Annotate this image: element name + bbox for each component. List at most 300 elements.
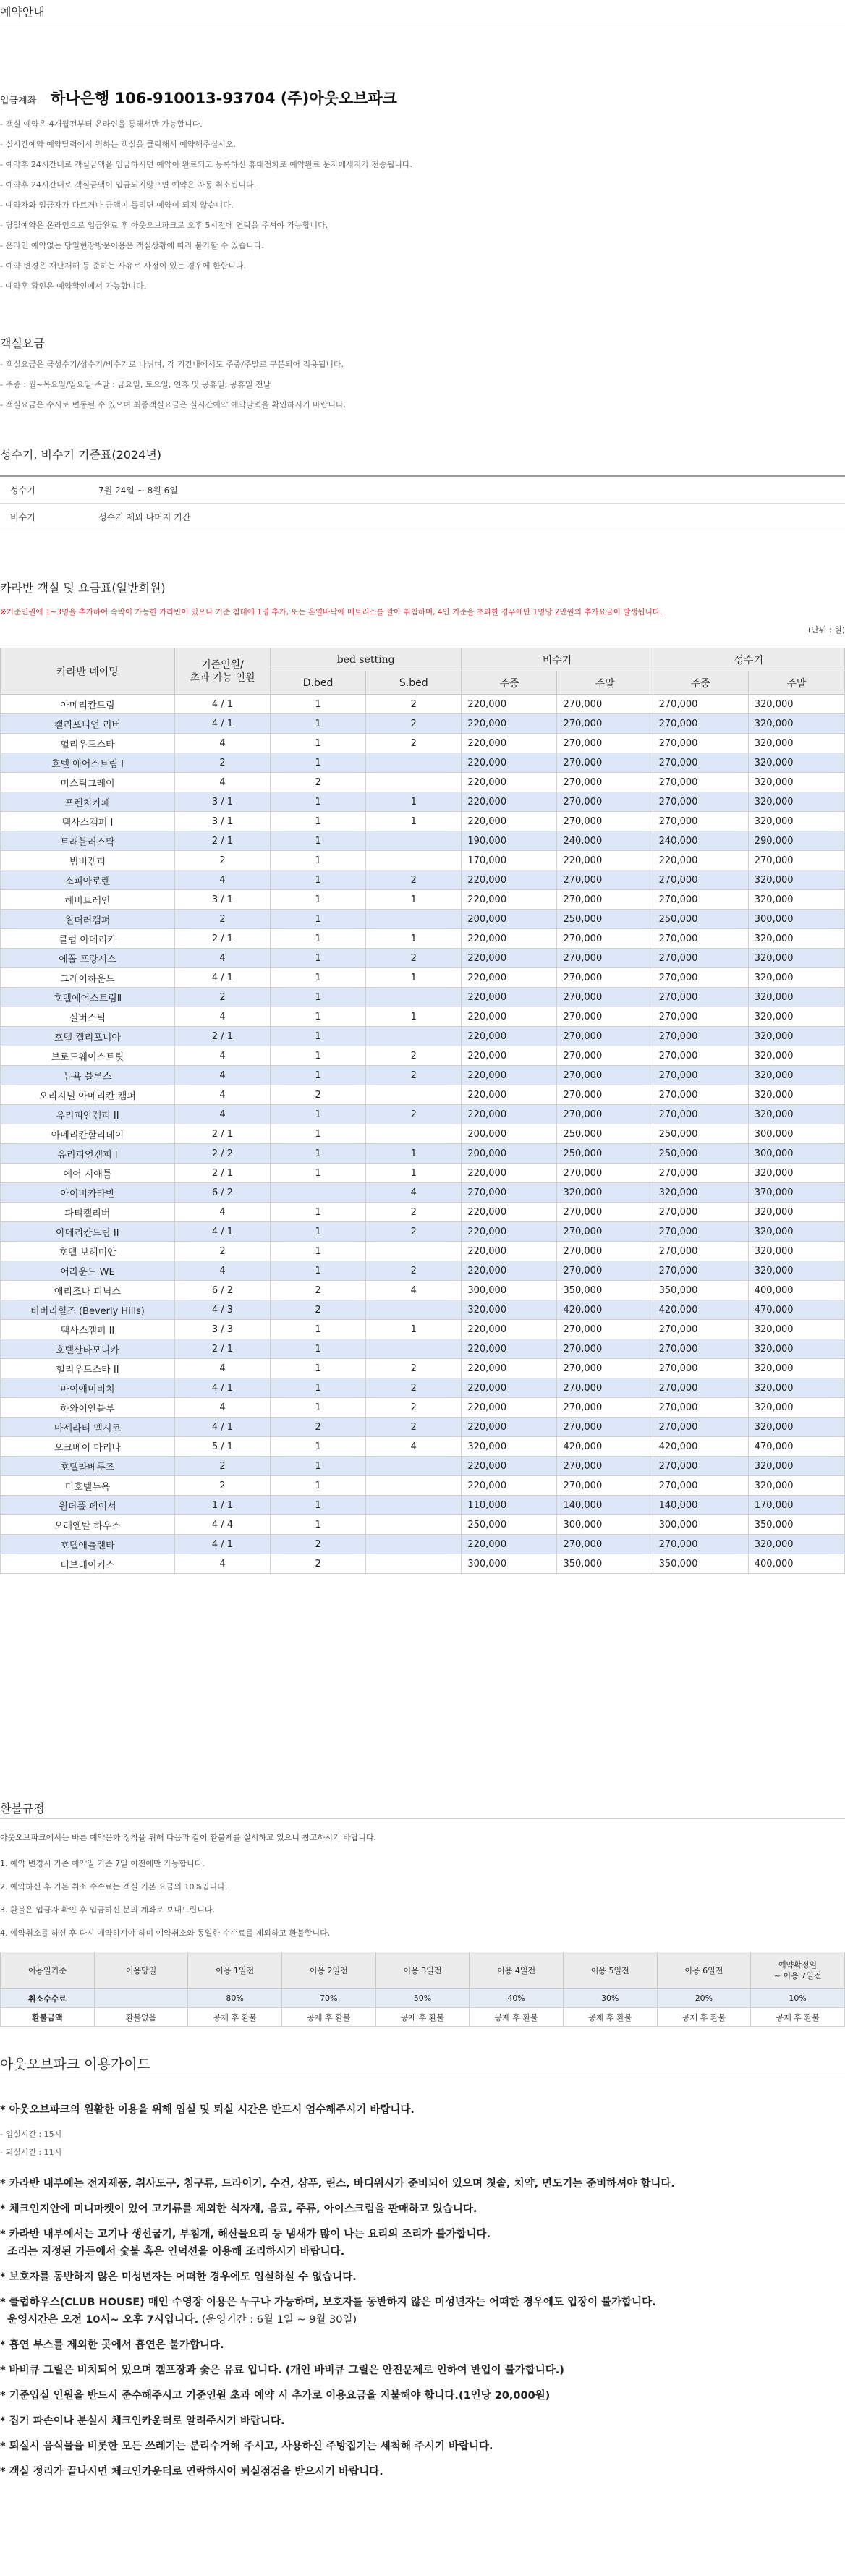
off-weekend-price: 270,000 [557,1046,653,1066]
room-name: 원더러캠퍼 [1,910,175,929]
season-label: 비수기 [0,504,98,530]
season-title: 성수기, 비수기 기준표(2024년) [0,448,162,462]
sbed-count: 2 [366,734,462,753]
dbed-count: 1 [271,1124,366,1144]
sbed-count: 4 [366,1281,462,1300]
guide-item-note: (운영기간 : 6월 1일 ~ 9월 30일) [198,2314,357,2326]
table-row [1,851,845,870]
guide-items [0,2176,675,2480]
room-name: 호텔애틀랜타 [1,1535,175,1554]
room-name: 유리피언캠퍼 I [1,1144,175,1164]
dbed-count: 1 [271,1378,366,1398]
guide-item [0,2464,675,2480]
off-weekend-price: 270,000 [557,1066,653,1085]
off-weekday-price: 220,000 [462,753,557,773]
guide-item [0,2363,675,2378]
peak-weekday-price: 270,000 [653,1320,748,1339]
table-row [1,1320,845,1339]
table-row [1,1183,845,1203]
refund-note: 1. 예약 변경시 기존 예약일 기준 7일 이전에만 가능합니다. [0,1859,205,1868]
sbed-count: 1 [366,1320,462,1339]
dbed-count: 1 [271,695,366,714]
guide-item [0,2244,675,2260]
refund-note: 3. 환불은 입금자 확인 후 입금하신 분의 계좌로 보내드립니다. [0,1905,215,1915]
room-name: 어라운드 WE [1,1261,175,1281]
peak-weekday-price: 350,000 [653,1281,748,1300]
off-weekend-price: 270,000 [557,1007,653,1027]
capacity: 4 [174,1203,270,1222]
peak-weekday-price: 270,000 [653,929,748,949]
room-name: 캘리포니언 리버 [1,714,175,734]
peak-weekday-price: 270,000 [653,734,748,753]
peak-weekend-price: 320,000 [748,890,844,910]
guide-item [0,2312,675,2328]
sbed-count [366,1300,462,1320]
table-row [1,968,845,988]
off-weekend-price: 270,000 [557,753,653,773]
refund-cell: 30% [563,1989,657,2008]
capacity: 2 / 1 [174,1027,270,1046]
peak-weekend-price: 320,000 [748,695,844,714]
guide-item-text: * 바비큐 그릴은 비치되어 있으며 캠프장과 숯은 유료 입니다. (개인 바비큐 그릴은 안전문제로 인하여 반입이 불가합니다.) [0,2365,564,2376]
off-weekday-price: 220,000 [462,968,557,988]
off-weekday-price: 250,000 [462,1515,557,1535]
reservation-title: 예약안내 [0,5,45,19]
guide-item [0,2176,675,2192]
guide-item-text: * 퇴실시 음식물을 비롯한 모든 쓰레기는 분리수거해 주시고, 사용하신 주방집기는 세척해 주시기 바랍니다. [0,2441,493,2452]
guide-title: 아웃오브파크 이용가이드 [0,2056,150,2072]
dbed-count: 1 [271,988,366,1007]
peak-weekday-price: 270,000 [653,1535,748,1554]
rooms-table [0,648,845,1574]
off-weekend-price: 270,000 [557,1164,653,1183]
guide-item [0,2439,675,2454]
capacity: 4 / 1 [174,968,270,988]
sbed-count [366,851,462,870]
dbed-count: 1 [271,890,366,910]
sbed-count [366,988,462,1007]
peak-weekday-price: 270,000 [653,1418,748,1437]
off-weekend-price: 270,000 [557,1535,653,1554]
reservation-note: - 예약후 24시간내로 객실금액을 입금하시면 예약이 완료되고 등록하신 휴대전화로 예약완료 문자메세지가 전송됩니다. [0,160,412,169]
sbed-count: 2 [366,714,462,734]
off-weekend-price: 270,000 [557,1339,653,1359]
table-row [1,1378,845,1398]
guide-item-text: 운영시간은 오전 10시~ 오후 7시입니다. [0,2314,199,2326]
header-peak-weekday: 주중 [653,671,748,695]
season-row [0,476,845,504]
capacity: 4 [174,1046,270,1066]
divider [0,1818,845,1819]
off-weekday-price: 220,000 [462,714,557,734]
room-name: 빔비캠퍼 [1,851,175,870]
off-weekday-price: 220,000 [462,949,557,968]
room-name: 아메리칸할리데이 [1,1124,175,1144]
off-weekend-price: 270,000 [557,695,653,714]
off-weekday-price: 220,000 [462,1359,557,1378]
peak-weekend-price: 320,000 [748,1476,844,1496]
off-weekday-price: 220,000 [462,1398,557,1418]
dbed-count: 1 [271,1046,366,1066]
refund-header: 이용 5일전 [563,1952,657,1989]
peak-weekend-price: 320,000 [748,1359,844,1378]
off-weekday-price: 220,000 [462,1046,557,1066]
peak-weekend-price: 370,000 [748,1183,844,1203]
guide-item-text: * 보호자를 동반하지 않은 미성년자는 어떠한 경우에도 입실하실 수 없습니다. [0,2271,357,2283]
room-name: 파티캘리버 [1,1203,175,1222]
capacity: 3 / 1 [174,812,270,831]
peak-weekend-price: 320,000 [748,1261,844,1281]
off-weekend-price: 270,000 [557,890,653,910]
capacity: 4 [174,1066,270,1085]
room-name: 마세라티 멕시코 [1,1418,175,1437]
capacity: 6 / 2 [174,1281,270,1300]
peak-weekday-price: 270,000 [653,1007,748,1027]
table-row [1,870,845,890]
table-row [1,1418,845,1437]
off-weekday-price: 220,000 [462,1007,557,1027]
header-peak-season: 성수기 [653,648,844,671]
off-weekday-price: 320,000 [462,1300,557,1320]
capacity: 4 [174,1554,270,1574]
season-table [0,475,845,530]
off-weekday-price: 220,000 [462,1261,557,1281]
peak-weekend-price: 300,000 [748,1124,844,1144]
dbed-count: 1 [271,1105,366,1124]
table-row [1,1359,845,1378]
peak-weekday-price: 270,000 [653,1339,748,1359]
table-row [1,753,845,773]
table-row [1,1046,845,1066]
table-row [1,910,845,929]
off-weekday-price: 220,000 [462,1066,557,1085]
capacity: 4 [174,1105,270,1124]
dbed-count: 1 [271,1320,366,1339]
bank-label: 입금계좌 [0,96,37,106]
sbed-count: 2 [366,1046,462,1066]
room-name: 실버스틱 [1,1007,175,1027]
sbed-count: 2 [366,870,462,890]
season-row [0,504,845,530]
dbed-count: 1 [271,734,366,753]
guide-item-text: * 클럽하우스(CLUB HOUSE) 매인 수영장 이용은 누구나 가능하며, 보호자를 동반하지 않은 미성년자는 어떠한 경우에도 입장이 불가합니다. [0,2297,656,2308]
sbed-count [366,1339,462,1359]
peak-weekend-price: 320,000 [748,734,844,753]
peak-weekend-price: 320,000 [748,753,844,773]
season-label: 성수기 [0,476,98,504]
sbed-count: 1 [366,1144,462,1164]
dbed-count: 1 [271,1242,366,1261]
table-row [1,1085,845,1105]
refund-cell: 70% [281,1989,375,2008]
peak-weekend-price: 320,000 [748,1320,844,1339]
off-weekday-price: 220,000 [462,929,557,949]
refund-cell: 공제 후 환불 [657,2008,751,2027]
header-peak-weekend: 주말 [748,671,844,695]
room-name: 호텔 에어스트림 I [1,753,175,773]
sbed-count [366,1515,462,1535]
peak-weekend-price: 470,000 [748,1300,844,1320]
off-weekday-price: 220,000 [462,1418,557,1437]
dbed-count: 1 [271,1398,366,1418]
dbed-count: 1 [271,1515,366,1535]
off-weekday-price: 220,000 [462,734,557,753]
room-name: 아메리칸드림 [1,695,175,714]
dbed-count: 1 [271,949,366,968]
guide-item-text: 조리는 지정된 가든에서 숯불 혹은 인덕션을 이용해 조리하시기 바랍니다. [0,2246,345,2258]
off-weekday-price: 220,000 [462,773,557,792]
peak-weekday-price: 270,000 [653,753,748,773]
room-name: 오리지널 아메리칸 캠퍼 [1,1085,175,1105]
room-name: 유리피안캠퍼 II [1,1105,175,1124]
refund-header: 이용 4일전 [470,1952,564,1989]
dbed-count: 1 [271,812,366,831]
off-weekday-price: 200,000 [462,1144,557,1164]
peak-weekend-price: 320,000 [748,1066,844,1085]
guide-item [0,2269,675,2285]
dbed-count: 1 [271,1437,366,1457]
off-weekend-price: 420,000 [557,1437,653,1457]
refund-row-label: 취소수수료 [1,1989,95,2008]
peak-weekend-price: 320,000 [748,1457,844,1476]
table-row [1,1144,845,1164]
capacity: 2 / 1 [174,1339,270,1359]
dbed-count: 1 [271,1496,366,1515]
peak-weekend-price: 320,000 [748,1164,844,1183]
room-name: 호텔 캘리포니아 [1,1027,175,1046]
peak-weekday-price: 250,000 [653,1144,748,1164]
capacity: 2 [174,753,270,773]
peak-weekday-price: 420,000 [653,1300,748,1320]
refund-cell: 공제 후 환불 [281,2008,375,2027]
bank-account-value: 하나은행 106-910013-93704 (주)아웃오브파크 [51,90,397,107]
peak-weekday-price: 270,000 [653,1105,748,1124]
capacity: 3 / 1 [174,792,270,812]
sbed-count: 1 [366,929,462,949]
off-weekday-price: 220,000 [462,870,557,890]
off-weekend-price: 270,000 [557,714,653,734]
refund-cell: 80% [188,1989,282,2008]
capacity: 1 / 1 [174,1496,270,1515]
peak-weekday-price: 270,000 [653,1046,748,1066]
guide-item-text: * 체크인지안에 미니마켓이 있어 고기류를 제외한 식자재, 음료, 주류, 아이스크림을 판매하고 있습니다. [0,2203,477,2215]
sbed-count [366,753,462,773]
off-weekday-price: 220,000 [462,1027,557,1046]
room-name: 헤비트레인 [1,890,175,910]
sbed-count: 2 [366,1418,462,1437]
peak-weekday-price: 270,000 [653,1164,748,1183]
sbed-count [366,773,462,792]
refund-cell: 환불없음 [94,2008,188,2027]
reservation-note: - 객실 예약은 4개월전부터 온라인을 통해서만 가능합니다. [0,119,203,129]
off-weekday-price: 220,000 [462,1105,557,1124]
room-name: 호텔에어스트림Ⅱ [1,988,175,1007]
peak-weekday-price: 270,000 [653,1027,748,1046]
room-name: 더호텔뉴욕 [1,1476,175,1496]
capacity: 4 / 1 [174,695,270,714]
room-name: 호텔 보헤미안 [1,1242,175,1261]
refund-header: 이용 6일전 [657,1952,751,1989]
off-weekend-price: 350,000 [557,1281,653,1300]
table-row [1,1535,845,1554]
refund-cell: 20% [657,1989,751,2008]
capacity: 4 / 1 [174,1378,270,1398]
sbed-count: 1 [366,968,462,988]
sbed-count [366,1476,462,1496]
peak-weekday-price: 240,000 [653,831,748,851]
header-sbed: S.bed [366,671,462,695]
header-bed-setting: bed setting [271,648,462,671]
capacity: 4 / 1 [174,1535,270,1554]
off-weekend-price: 300,000 [557,1515,653,1535]
refund-cell: 50% [375,1989,470,2008]
peak-weekday-price: 270,000 [653,812,748,831]
off-weekday-price: 170,000 [462,851,557,870]
off-weekend-price: 270,000 [557,1378,653,1398]
table-row [1,1203,845,1222]
peak-weekday-price: 270,000 [653,773,748,792]
peak-weekend-price: 320,000 [748,1105,844,1124]
guide-item [0,2295,675,2310]
dbed-count: 1 [271,1007,366,1027]
sbed-count [366,1554,462,1574]
guide-line-checkin-notice: * 아웃오브파크의 원활한 이용을 위해 입실 및 퇴실 시간은 반드시 엄수해주시기 바랍니다. [0,2104,415,2116]
peak-weekday-price: 270,000 [653,1359,748,1378]
capacity: 3 / 1 [174,890,270,910]
off-weekend-price: 270,000 [557,988,653,1007]
checkin-time: - 입실시간 : 15시 [0,2130,62,2139]
table-row [1,714,845,734]
dbed-count: 1 [271,1203,366,1222]
off-weekend-price: 270,000 [557,1222,653,1242]
sbed-count: 1 [366,792,462,812]
room-name: 에꼴 프랑시스 [1,949,175,968]
off-weekday-price: 300,000 [462,1554,557,1574]
peak-weekend-price: 320,000 [748,1222,844,1242]
guide-item [0,2201,675,2217]
room-name: 애리조나 피닉스 [1,1281,175,1300]
peak-weekday-price: 270,000 [653,870,748,890]
dbed-count: 1 [271,851,366,870]
capacity: 2 / 1 [174,831,270,851]
refund-cell: 공제 후 환불 [751,2008,845,2027]
rooms-title: 카라반 객실 및 요금표(일반회원) [0,581,166,595]
checkout-time: - 퇴실시간 : 11시 [0,2148,62,2157]
peak-weekend-price: 400,000 [748,1281,844,1300]
capacity: 2 / 2 [174,1144,270,1164]
capacity: 2 / 1 [174,1124,270,1144]
table-row [1,1339,845,1359]
sbed-count: 2 [366,1261,462,1281]
dbed-count: 1 [271,1027,366,1046]
header-name: 카라반 네이밍 [1,648,175,695]
sbed-count: 2 [366,1203,462,1222]
peak-weekend-price: 320,000 [748,949,844,968]
room-name: 텍사스캠퍼 I [1,812,175,831]
off-weekday-price: 320,000 [462,1437,557,1457]
dbed-count: 2 [271,1418,366,1437]
sbed-count [366,1085,462,1105]
dbed-count: 1 [271,968,366,988]
peak-weekday-price: 270,000 [653,949,748,968]
bank-account-row [0,87,397,109]
sbed-count: 2 [366,949,462,968]
refund-cell: 공제 후 환불 [188,2008,282,2027]
sbed-count [366,910,462,929]
off-weekend-price: 270,000 [557,773,653,792]
peak-weekday-price: 270,000 [653,1242,748,1261]
guide-item-text: * 흡연 부스를 제외한 곳에서 흡연은 불가합니다. [0,2339,224,2351]
off-weekend-price: 270,000 [557,1457,653,1476]
off-weekend-price: 220,000 [557,851,653,870]
header-off-season: 비수기 [462,648,653,671]
capacity: 4 / 3 [174,1300,270,1320]
peak-weekend-price: 320,000 [748,1339,844,1359]
off-weekend-price: 270,000 [557,812,653,831]
off-weekday-price: 220,000 [462,1222,557,1242]
table-row [1,831,845,851]
peak-weekday-price: 320,000 [653,1183,748,1203]
capacity: 4 [174,1398,270,1418]
guide-item [0,2337,675,2353]
peak-weekend-price: 320,000 [748,1535,844,1554]
capacity: 2 [174,851,270,870]
room-name: 프렌치카페 [1,792,175,812]
table-row [1,1457,845,1476]
sbed-count: 1 [366,812,462,831]
peak-weekday-price: 270,000 [653,695,748,714]
peak-weekend-price: 320,000 [748,792,844,812]
sbed-count [366,1457,462,1476]
dbed-count: 1 [271,753,366,773]
room-name: 호텔라베루즈 [1,1457,175,1476]
refund-intro: 아웃오브파크에서는 바른 예약문화 정착을 위해 다음과 같이 환불제를 실시하고 있으니 참고하시기 바랍니다. [0,1833,377,1842]
table-row [1,1515,845,1535]
refund-title: 환불규정 [0,1802,45,1816]
capacity: 4 [174,1359,270,1378]
refund-header: 예약확정일 ~ 이용 7일전 [751,1952,845,1989]
refund-cell: 공제 후 환불 [470,2008,564,2027]
dbed-count: 2 [271,1085,366,1105]
refund-row [1,1989,845,2008]
off-weekend-price: 270,000 [557,1418,653,1437]
rates-note: - 객실요금은 수시로 변동될 수 있으며 최종객실요금은 실시간예약 예약달력을 확인하시기 바랍니다. [0,400,347,410]
sbed-count [366,1242,462,1261]
dbed-count: 1 [271,792,366,812]
sbed-count [366,1124,462,1144]
dbed-count: 2 [271,1281,366,1300]
season-period: 7월 24일 ~ 8월 6일 [98,476,845,504]
off-weekend-price: 270,000 [557,1398,653,1418]
rates-notes [0,355,346,415]
peak-weekend-price: 320,000 [748,870,844,890]
reservation-note: - 예약후 확인은 예약확인에서 가능합니다. [0,281,147,291]
off-weekday-price: 190,000 [462,831,557,851]
peak-weekend-price: 320,000 [748,1242,844,1261]
peak-weekend-price: 320,000 [748,988,844,1007]
capacity: 2 [174,988,270,1007]
peak-weekend-price: 300,000 [748,1144,844,1164]
room-name: 하와이안블루 [1,1398,175,1418]
header-off-weekday: 주중 [462,671,557,695]
refund-notes [0,1852,330,1945]
dbed-count: 1 [271,1222,366,1242]
header-capacity: 기준인원/ 초과 가능 인원 [174,648,270,695]
guide-item-text: * 카라반 내부에는 전자제품, 취사도구, 침구류, 드라이기, 수건, 샴푸, 린스, 바디워시가 준비되어 있으며 칫솔, 치약, 면도기는 준비하셔야 합니다. [0,2178,675,2190]
sbed-count: 1 [366,1007,462,1027]
peak-weekend-price: 320,000 [748,1418,844,1437]
off-weekend-price: 240,000 [557,831,653,851]
